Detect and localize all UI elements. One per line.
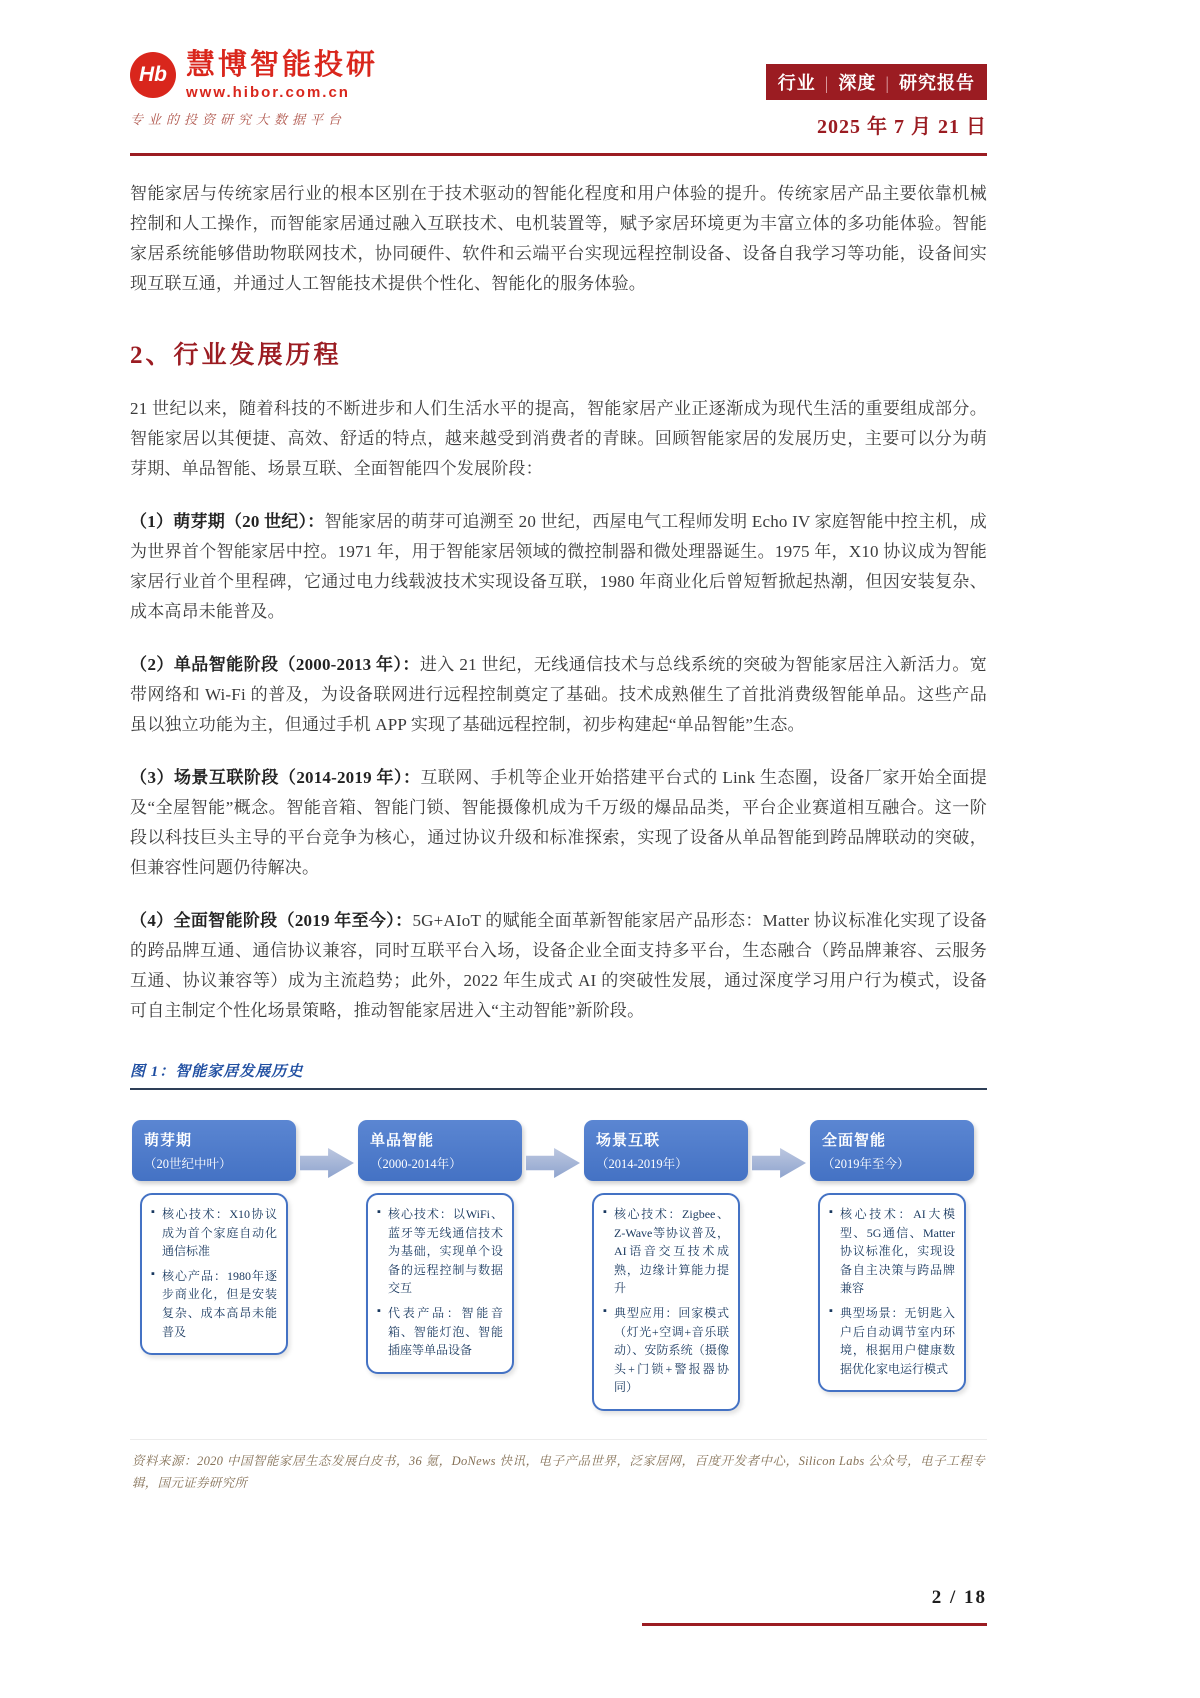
stage-detail-box (140, 1193, 288, 1355)
report-date: 2025 年 7 月 21 日 (817, 116, 987, 138)
figure-caption: 图 1：智能家居发展历史 (130, 1064, 304, 1080)
page-number: 2 / 18 (931, 1587, 987, 1608)
stage-paragraph (130, 507, 987, 627)
diagram-stage (358, 1120, 522, 1374)
hibor-logo-icon (130, 52, 176, 98)
figure-1 (130, 1060, 987, 1495)
right-arrow-icon (752, 1148, 806, 1178)
stage-paragraph-body: 互联网、手机等企业开始搭建平台式的 Link 生态圈，设备厂家开始全面提及“全屋智能”概念。智能音箱、智能门锁、智能摄像机成为千万级的爆品品类，平台企业赛道相互融合。这一阶段以科技巨头主导的平台竞争为核心，通过协议升级和标准探索，实现了设备从单品智能到跨品牌联动的突破，但兼容性问题仍待解决。 (130, 768, 987, 877)
stage-detail-box (592, 1193, 740, 1411)
stage-subtitle: （2014-2019年） (596, 1157, 688, 1171)
figure-source: 资料来源：2020 中国智能家居生态发展白皮书，36 氪，DoNews 快讯，电子产品世界，泛家居网，百度开发者中心，Silicon Labs 公众号，电子工程专辑，国元证券研究所 (132, 1453, 985, 1491)
stage-subtitle: （2019年至今） (822, 1157, 910, 1171)
stage-bullet-list (829, 1205, 955, 1378)
report-tags (766, 64, 987, 100)
stage-bullet-list (603, 1205, 729, 1397)
stage-paragraph-body: 智能家居的萌芽可追溯至 20 世纪，西屋电气工程师发明 Echo IV 家庭智能中控主机，成为世界首个智能家居中控。1971 年，用于智能家居领域的微控制器和微处理器诞生。1975 年，X10 协议成为智能家居行业首个里程碑，它通过电力线载波技术实现设备互联，1980 年商业化后曾短暂掀起热潮，但因安装复杂、成本高昂未能普及。 (130, 512, 987, 621)
right-arrow-icon (300, 1148, 354, 1178)
brand-slogan: 专业的投资研究大数据平台 (130, 111, 347, 127)
tag-separator: | (885, 73, 890, 93)
stage-paragraph-label: （4）全面智能阶段（2019 年至今）： (130, 911, 413, 930)
stage-title: 萌芽期 (144, 1133, 193, 1149)
stage-bullet: ▪ 核心技术：以WiFi、蓝牙等无线通信技术为基础，实现单个设备的远程控制与数据交互 (377, 1205, 503, 1298)
stage-header-box (810, 1120, 974, 1181)
footer-divider (642, 1623, 987, 1626)
brand-website: www.hibor.com.cn (186, 83, 350, 101)
stage-bullet: ▪ 核心技术：Zigbee、Z-Wave等协议普及，AI语音交互技术成熟，边缘计算能力提升 (603, 1205, 729, 1298)
stage-detail-box (366, 1193, 514, 1374)
section-lead-paragraph: 21 世纪以来，随着科技的不断进步和人们生活水平的提高，智能家居产业正逐渐成为现代生活的重要组成部分。智能家居以其便捷、高效、舒适的特点，越来越受到消费者的青睐。回顾智能家居的发展历史，主要可以分为萌芽期、单品智能、场景互联、全面智能四个发展阶段： (130, 399, 987, 478)
page-footer (642, 1587, 987, 1626)
stage-subtitle: （20世纪中叶） (144, 1157, 232, 1171)
stage-paragraph (130, 906, 987, 1026)
stage-paragraph (130, 650, 987, 740)
report-tag: 研究报告 (899, 73, 975, 93)
stage-paragraph-body: 进入 21 世纪，无线通信技术与总线系统的突破为智能家居注入新活力。宽带网络和 Wi-Fi 的普及，为设备联网进行远程控制奠定了基础。技术成熟催生了首批消费级智能单品。这些产品虽以独立功能为主，但通过手机 APP 实现了基础远程控制，初步构建起“单品智能”生态。 (130, 655, 987, 734)
development-history-diagram (130, 1090, 987, 1440)
right-arrow-icon (526, 1148, 580, 1178)
stage-title: 单品智能 (370, 1133, 435, 1149)
diagram-stage (584, 1120, 748, 1411)
development-stage-paragraphs (130, 507, 987, 1026)
brand-block (130, 50, 378, 128)
report-header (130, 50, 987, 139)
diagram-stage (810, 1120, 974, 1392)
stage-title: 全面智能 (822, 1133, 887, 1149)
stage-paragraph-label: （3）场景互联阶段（2014-2019 年）： (130, 768, 421, 787)
stage-paragraph-body: 5G+AIoT 的赋能全面革新智能家居产品形态：Matter 协议标准化实现了设备的跨品牌互通、通信协议兼容，同时互联平台入场，设备企业全面支持多平台，生态融合（跨品牌兼容、云服务互通、协议兼容等）成为主流趋势；此外，2022 年生成式 AI 的突破性发展，通过深度学习用户行为模式，设备可自主制定个性化场景策略，推动智能家居进入“主动智能”新阶段。 (130, 911, 987, 1020)
stage-subtitle: （2000-2014年） (370, 1157, 462, 1171)
stage-paragraph-label: （1）萌芽期（20 世纪）： (130, 512, 325, 531)
stage-bullet: ▪ 典型场景：无钥匙入户后自动调节室内环境，根据用户健康数据优化家电运行模式 (829, 1304, 955, 1378)
brand-name: 慧博智能投研 (186, 49, 379, 81)
section-title: 2、行业发展历程 (130, 342, 342, 369)
stage-paragraph-label: （2）单品智能阶段（2000-2013 年）： (130, 655, 420, 674)
stage-bullet-list (151, 1205, 277, 1341)
stage-bullet: ▪ 核心技术：AI大模型、5G通信、Matter协议标准化，实现设备自主决策与跨品牌兼容 (829, 1205, 955, 1298)
stage-header-box (358, 1120, 522, 1181)
tag-separator: | (824, 73, 830, 93)
intro-paragraph: 智能家居与传统家居行业的根本区别在于技术驱动的智能化程度和用户体验的提升。传统家居产品主要依靠机械控制和人工操作，而智能家居通过融入互联技术、电机装置等，赋予家居环境更为丰富立体的多功能体验。智能家居系统能够借助物联网技术，协同硬件、软件和云端平台实现远程控制设备、设备自我学习等功能，设备间实现互联互通，并通过人工智能技术提供个性化、智能化的服务体验。 (130, 184, 987, 293)
stage-header-box (132, 1120, 296, 1181)
stage-bullet: ▪ 核心产品：1980年逐步商业化，但是安装复杂、成本高昂未能普及 (151, 1267, 277, 1341)
stage-header-box (584, 1120, 748, 1181)
diagram-stage (132, 1120, 296, 1355)
stage-bullet: ▪ 代表产品：智能音箱、智能灯泡、智能插座等单品设备 (377, 1304, 503, 1360)
header-divider (130, 153, 987, 156)
stage-bullet: ▪ 典型应用：回家模式（灯光+空调+音乐联动）、安防系统（摄像头+门锁+警报器协同） (603, 1304, 729, 1397)
stage-paragraph (130, 763, 987, 883)
stage-detail-box (818, 1193, 966, 1392)
stage-bullet: ▪ 核心技术：X10协议成为首个家庭自动化通信标准 (151, 1205, 277, 1261)
report-tag: 深度 (838, 73, 877, 93)
stage-title: 场景互联 (596, 1133, 661, 1149)
report-tag: 行业 (777, 73, 816, 93)
stage-bullet-list (377, 1205, 503, 1360)
logo-badge-text: Hb (139, 63, 167, 87)
